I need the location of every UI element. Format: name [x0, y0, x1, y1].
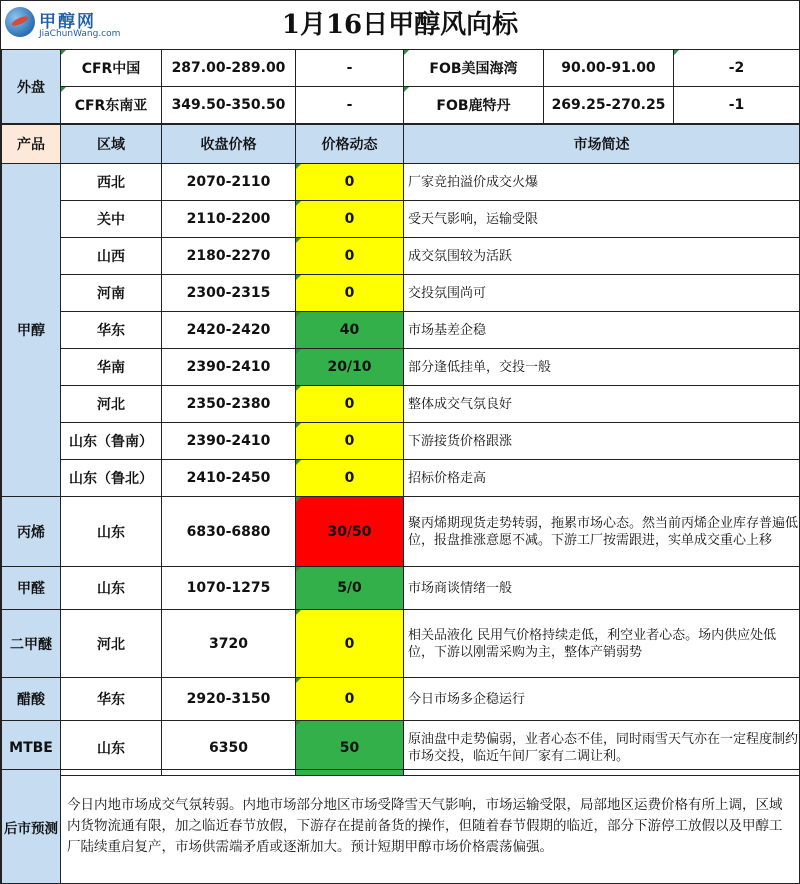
- table-row: [2, 678, 800, 721]
- table-row: [2, 201, 800, 238]
- external-label: 外盘: [2, 50, 61, 124]
- page-title: 1月16日甲醇风向标: [281, 10, 519, 40]
- product-dme: 二甲醚: [2, 610, 61, 678]
- region-cell: 华南: [61, 349, 162, 386]
- external-right-change: -2: [674, 50, 800, 87]
- desc-cell: 下游接货价格跟涨: [404, 423, 800, 460]
- change-cell: 50: [296, 721, 404, 776]
- change-cell: 0: [296, 423, 404, 460]
- desc-cell: 交投氛围尚可: [404, 275, 800, 312]
- price-cell: 2410-2450: [162, 460, 296, 497]
- price-cell: 2300-2315: [162, 275, 296, 312]
- desc-cell: 原油盘中走势偏弱，业者心态不佳，同时雨雪天气亦在一定程度制约市场交投，临近午间厂家有二调让利。: [404, 721, 800, 776]
- table-row: [2, 721, 800, 776]
- desc-cell: 招标价格走高: [404, 460, 800, 497]
- price-cell: 1070-1275: [162, 567, 296, 610]
- external-left-change: -: [296, 50, 404, 87]
- table-row: [2, 386, 800, 423]
- region-cell: 山东（鲁南）: [61, 423, 162, 460]
- price-cell: 2110-2200: [162, 201, 296, 238]
- external-right-name: FOB鹿特丹: [404, 87, 544, 124]
- column-header-region: 区域: [61, 125, 162, 164]
- forecast-text: 今日内地市场成交气氛转弱。内地市场部分地区市场受降雪天气影响，市场运输受限，局部地区运费价格有所上调，区域内货物流通有限，加之临近春节放假，下游存在提前备货的操作，但随着春节假期的临近，部分下游停工放假以及甲醇工厂陆续重启复产，市场供需端矛盾或逐渐加大。预计短期甲醇市场价格震荡偏强。: [61, 770, 800, 884]
- change-cell: 0: [296, 164, 404, 201]
- price-cell: 2180-2270: [162, 238, 296, 275]
- region-cell: 河北: [61, 386, 162, 423]
- price-cell: 2350-2380: [162, 386, 296, 423]
- column-header-desc: 市场简述: [404, 125, 800, 164]
- table-row: [2, 164, 800, 201]
- desc-cell: 今日市场多企稳运行: [404, 678, 800, 721]
- change-cell: 40: [296, 312, 404, 349]
- column-header-price: 收盘价格: [162, 125, 296, 164]
- product-formaldehyde: 甲醛: [2, 567, 61, 610]
- change-cell: 0: [296, 610, 404, 678]
- region-cell: 山东: [61, 497, 162, 567]
- desc-cell: 受天气影响，运输受限: [404, 201, 800, 238]
- external-left-change: -: [296, 87, 404, 124]
- desc-cell: 市场商谈情绪一般: [404, 567, 800, 610]
- change-cell: 0: [296, 201, 404, 238]
- external-right-price: 90.00-91.00: [544, 50, 674, 87]
- price-cell: 2390-2410: [162, 349, 296, 386]
- column-header-product: 产品: [2, 125, 61, 164]
- change-cell: 0: [296, 386, 404, 423]
- price-cell: 2420-2420: [162, 312, 296, 349]
- change-cell: 30/50: [296, 497, 404, 567]
- price-cell: 3720: [162, 610, 296, 678]
- price-cell: 6350: [162, 721, 296, 776]
- table-row: [2, 275, 800, 312]
- region-cell: 关中: [61, 201, 162, 238]
- product-methanol: 甲醇: [2, 164, 61, 497]
- desc-cell: 成交氛围较为活跃: [404, 238, 800, 275]
- forecast-label: 后市预测: [2, 770, 61, 884]
- external-left-price: 349.50-350.50: [162, 87, 296, 124]
- product-propylene: 丙烯: [2, 497, 61, 567]
- external-right-change: -1: [674, 87, 800, 124]
- change-cell: 0: [296, 238, 404, 275]
- desc-cell: 市场基差企稳: [404, 312, 800, 349]
- forecast-row: [2, 770, 800, 884]
- change-cell: 0: [296, 275, 404, 312]
- region-cell: 华东: [61, 678, 162, 721]
- table-row: [2, 238, 800, 275]
- column-header-row: [2, 125, 800, 164]
- external-right-price: 269.25-270.25: [544, 87, 674, 124]
- title-bar: [1, 1, 799, 50]
- table-row: [2, 610, 800, 678]
- external-left-name: CFR中国: [61, 50, 162, 87]
- region-cell: 河北: [61, 610, 162, 678]
- table-row: [2, 497, 800, 567]
- price-table: [1, 49, 800, 124]
- region-cell: 华东: [61, 312, 162, 349]
- region-cell: 西北: [61, 164, 162, 201]
- change-cell: 0: [296, 678, 404, 721]
- external-right-name: FOB美国海湾: [404, 50, 544, 87]
- desc-cell: 厂家竞拍溢价成交火爆: [404, 164, 800, 201]
- region-cell: 山东: [61, 721, 162, 776]
- price-cell: 2390-2410: [162, 423, 296, 460]
- desc-cell: 相关品液化 民用气价格持续走低，利空业者心态。场内供应处低位，下游以刚需采购为主，整体产销弱势: [404, 610, 800, 678]
- product-acetic-acid: 醋酸: [2, 678, 61, 721]
- logo-domain: JiaChunWang.com: [39, 29, 121, 39]
- external-left-name: CFR东南亚: [61, 87, 162, 124]
- change-cell: 20/10: [296, 349, 404, 386]
- forecast-table: [1, 769, 800, 884]
- table-row: [2, 349, 800, 386]
- logo-chinese-name: 甲醇网: [39, 12, 96, 32]
- price-cell: 6830-6880: [162, 497, 296, 567]
- region-cell: 山西: [61, 238, 162, 275]
- desc-cell: 部分逢低挂单，交投一般: [404, 349, 800, 386]
- table-row: [2, 312, 800, 349]
- region-cell: 山东（鲁北）: [61, 460, 162, 497]
- external-left-price: 287.00-289.00: [162, 50, 296, 87]
- market-table: [1, 124, 800, 776]
- change-cell: 5/0: [296, 567, 404, 610]
- table-row: [2, 423, 800, 460]
- change-cell: 0: [296, 460, 404, 497]
- column-header-change: 价格动态: [296, 125, 404, 164]
- external-row: [2, 50, 800, 87]
- external-row: [2, 87, 800, 124]
- table-row: [2, 460, 800, 497]
- region-cell: 山东: [61, 567, 162, 610]
- product-mtbe: MTBE: [2, 721, 61, 776]
- price-cell: 2920-3150: [162, 678, 296, 721]
- region-cell: 河南: [61, 275, 162, 312]
- desc-cell: 聚丙烯期现货走势转弱，拖累市场心态。然当前丙烯企业库存普遍低位，报盘推涨意愿不减。下游工厂按需跟进，实单成交重心上移: [404, 497, 800, 567]
- desc-cell: 整体成交气氛良好: [404, 386, 800, 423]
- table-row: [2, 567, 800, 610]
- price-cell: 2070-2110: [162, 164, 296, 201]
